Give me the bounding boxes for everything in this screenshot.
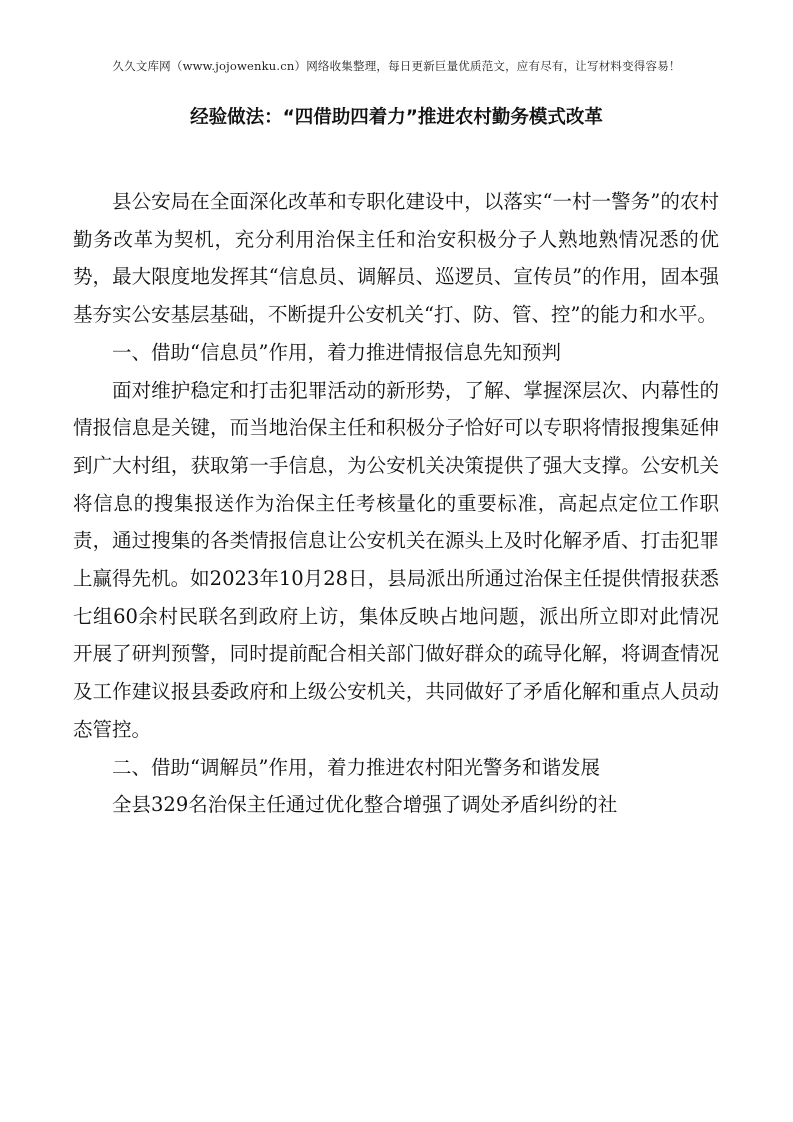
site-header-notice: 久久文库网（www.jojowenku.cn）网络收集整理，每日更新巨量优质范文，应有尽有，让写材料变得容易！ [112,59,681,73]
section-1-paragraph: 面对维护稳定和打击犯罪活动的新形势，了解、掌握深层次、内幕性的情报信息是关键，而当地治保主任和积极分子恰好可以专职将情报搜集延伸到广大村组，获取第一手信息，为公安机关决策提供了强大支撑。公安机关将信息的搜集报送作为治保主任考核量化的重要标准，高起点定位工作职责，通过搜集的各类情报信息让公安机关在源头上及时化解矛盾、打击犯罪上赢得先机。如2023年10月28日，县局派出所通过治保主任提供情报获悉七组60余村民联名到政府上访，集体反映占地问题，派出所立即对此情况开展了研判预警，同时提前配合相关部门做好群众的疏导化解，将调查情况及工作建议报县委政府和上级公安机关，共同做好了矛盾化解和重点人员动态管控。 [73,378,719,741]
document-body [73,183,719,824]
document-title: 经验做法：“四借助四着力”推进农村勤务模式改革 [190,107,603,128]
section-2-paragraph: 全县329名治保主任通过优化整合增强了调处矛盾纠纷的社 [112,793,618,817]
section-heading-1: 一、借助“信息员”作用，着力推进情报信息先知预判 [112,340,561,364]
intro-paragraph: 县公安局在全面深化改革和专职化建设中，以落实“一村一警务”的农村勤务改革为契机，充分利用治保主任和治安积极分子人熟地熟情况悉的优势，最大限度地发挥其“信息员、调解员、巡逻员、宣传员”的作用，固本强基夯实公安基层基础，不断提升公安机关“打、防、管、控”的能力和水平。 [73,190,719,327]
section-heading-2: 二、借助“调解员”作用，着力推进农村阳光警务和谐发展 [112,755,600,779]
